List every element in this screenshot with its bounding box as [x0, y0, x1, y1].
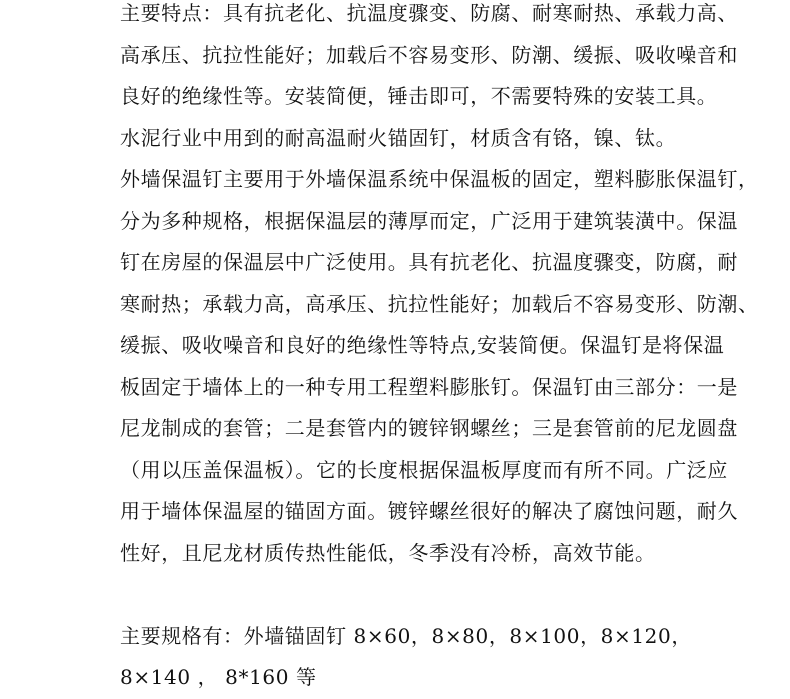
text-line: 水泥行业中用到的耐高温耐火锚固钉，材质含有铬，镍、钛。: [120, 125, 677, 150]
text-line: 良好的绝缘性等。安装简便，锤击即可，不需要特殊的安装工具。: [120, 84, 718, 108]
text-line: 钉在房屋的保温层中广泛使用。具有抗老化、抗温度骤变，防腐，耐: [120, 250, 738, 274]
text-line: 主要特点：具有抗老化、抗温度骤变、防腐、耐寒耐热、承载力高、: [120, 1, 738, 25]
specs-line: 主要规格有：外墙锚固钉 8×60，8×80，8×100，8×120，: [120, 623, 692, 648]
text-line: 板固定于墙体上的一种专用工程塑料膨胀钉。保温钉由三部分：一是: [120, 374, 738, 399]
document-body: [120, 0, 760, 699]
text-line: 用于墙体保温屋的锚固方面。镀锌螺丝很好的解决了腐蚀问题，耐久: [120, 499, 738, 523]
text-line: （用以压盖保温板）。它的长度根据保温板厚度而有所不同。广泛应: [120, 457, 728, 482]
text-line: 分为多种规格，根据保温层的薄厚而定，广泛用于建筑装潢中。保温: [120, 208, 738, 233]
text-line: 缓振、吸收噪音和良好的绝缘性等特点,安装简便。保温钉是将保温: [120, 333, 725, 357]
text-line: 高承压、抗拉性能好；加载后不容易变形、防潮、缓振、吸收噪音和: [120, 42, 738, 67]
specs-line: 8×140 ， 8*160 等: [120, 665, 317, 689]
text-line: 寒耐热；承载力高，高承压、抗拉性能好；加载后不容易变形、防潮、: [120, 291, 759, 316]
text-line: 尼龙制成的套管；二是套管内的镀锌钢螺丝；三是套管前的尼龙圆盘: [120, 416, 738, 440]
text-line: 性好，且尼龙材质传热性能低，冬季没有冷桥，高效节能。: [120, 540, 656, 565]
blank-line: [120, 574, 760, 616]
text-line: 外墙保温钉主要用于外墙保温系统中保温板的固定，塑料膨胀保温钉，: [120, 167, 759, 191]
